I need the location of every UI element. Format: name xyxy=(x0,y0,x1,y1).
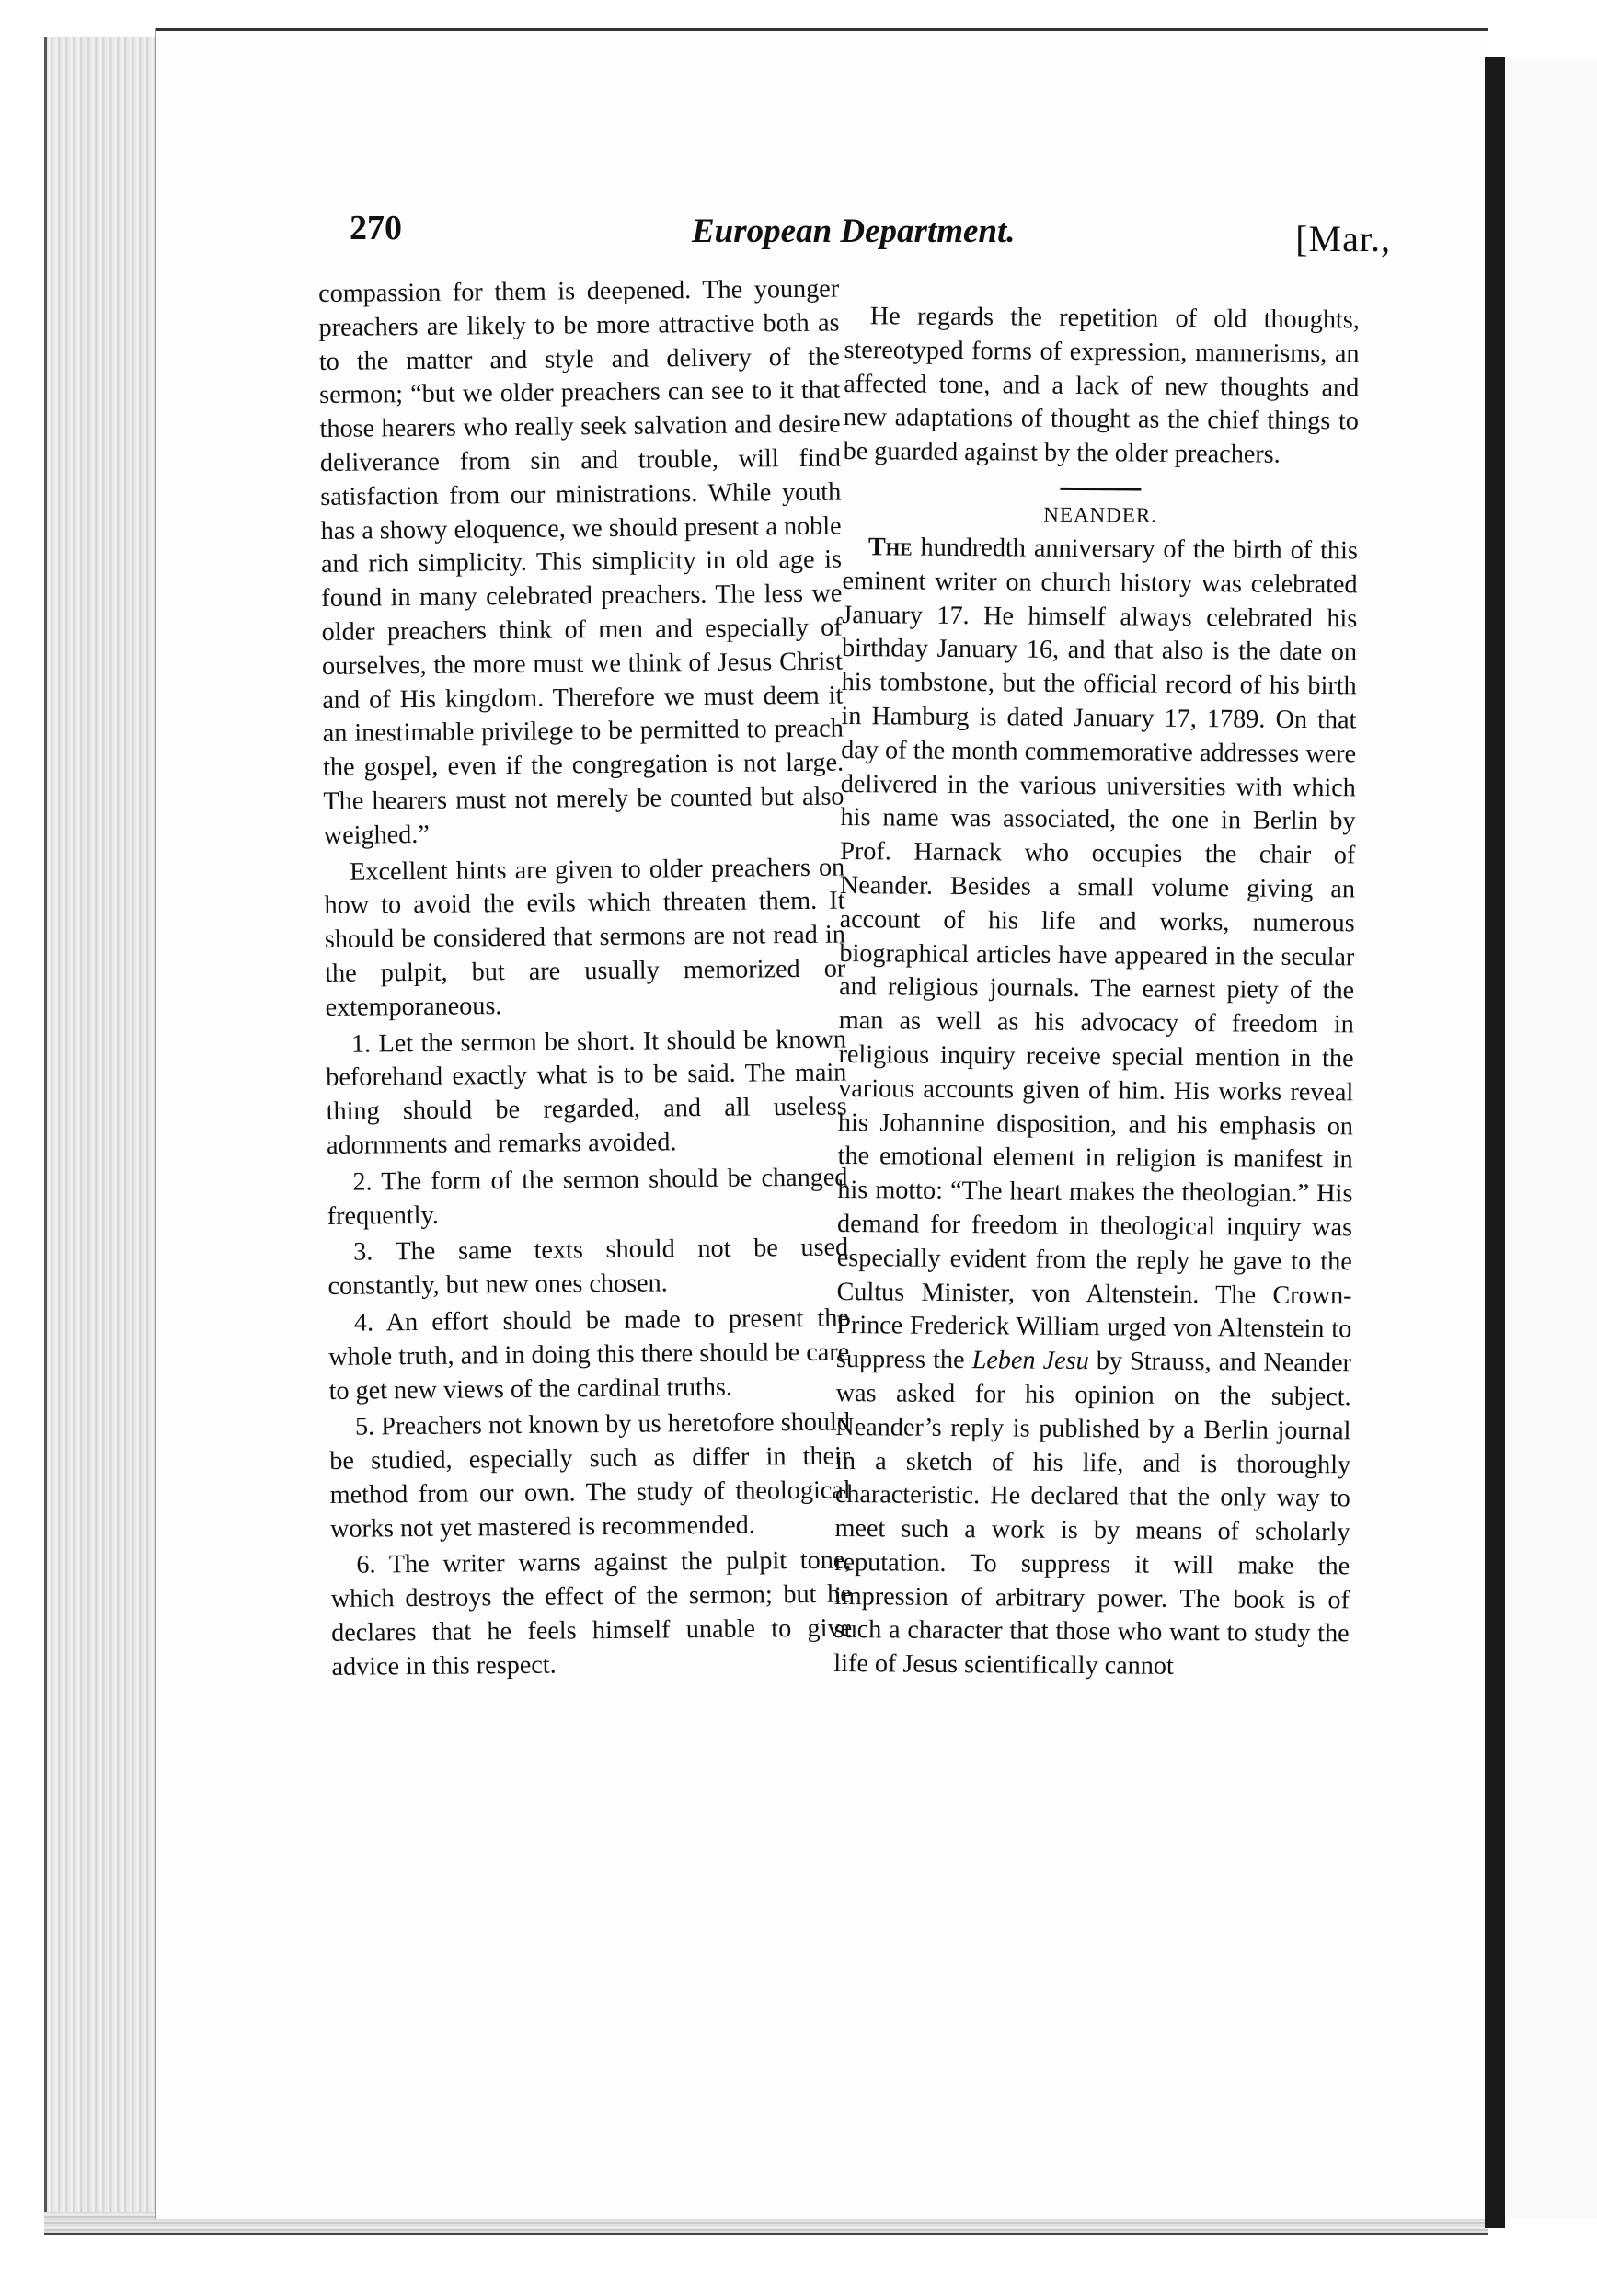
book-title-leben-jesu: Leben Jesu xyxy=(971,1346,1089,1376)
left-paragraph-2: Excellent hints are given to older preachers on how to avoid the evils which threaten them. It should be considered that sermons are not read in the pulpit, but are usually memorized or extemporaneous. xyxy=(324,853,846,1022)
neander-text-part-2: by Strauss, and Neander was asked for his opinion on the subject. Neander’s reply is published by a Berlin journal in a sketch of his life, and is thoroughly characteristic. He declared that the only way to meet such a work is by means of scholarly reputation. To suppress it will make the impression of arbitrary power. The book is of such a character that those who want to study the life of Jesus scientifically cannot xyxy=(833,1347,1352,1682)
rule-6: 6. The writer warns against the pulpit tone, which destroys the effect of the sermon; but he declares that he feels himself unable to give advice in this respect. xyxy=(330,1545,853,1682)
header-date: [Mar., xyxy=(1295,218,1391,259)
neander-paragraph xyxy=(833,531,1358,1685)
left-paragraph-1: compassion for them is deepened. The younger preachers are likely to be more attractive both as to the matter and style and delivery of the sermon; “but we older preachers can see to it that those hearers who really seek salvation and desire deliverance from sin and trouble, will find satisfaction from our ministrations. While youth has a showy eloquence, we should present a noble and rich simplicity. This simplicity in old age is found in many celebrated preachers. The less we older preachers think of men and especially of ourselves, the more must we think of Jesus Christ and of His kingdom. Therefore we must deem it an inestimable privilege to be permitted to preach the gospel, even if the congregation is not large. The hearers must not merely be counted but also weighed.” xyxy=(318,274,844,850)
neander-text-part-1: hundredth anniversary of the birth of this eminent writer on church history was celebrated January 17. He himself always celebrated his birthday January 16, and that also is the date on his tombstone, but the official record of his birth in Hamburg is dated January 17, 1789. On that day of the month commemorative addresses were delivered in the various universities with which his name was associated, the one in Berlin by Prof. Harnack who occupies the chair of Neander. Besides a small volume giving an account of his life and works, numerous biographical articles have appeared in the secular and religious journals. The earnest piety of the man as well as his advocacy of freedom in religious inquiry receive special mention in the various accounts given of him. His works reveal his Johannine disposition, and his emphasis on the emotional element in religion is manifest in his motto: “The heart makes the theologian.” His demand for freedom in theological inquiry was especially evident from the reply he gave to the Cultus Minister, von Altenstein. The Crown-Prince Frederick William urged von Altenstein to suppress the xyxy=(835,533,1358,1375)
rule-1: 1. Let the sermon be short. It should be known beforehand exactly what is to be said. The main thing should be regarded, and all useless adornments and remarks avoided. xyxy=(326,1025,847,1160)
rule-2: 2. The form of the sermon should be changed frequently. xyxy=(327,1163,848,1231)
neander-lead-word: The xyxy=(867,533,913,562)
running-title: European Department. xyxy=(692,212,1016,250)
right-column xyxy=(833,300,1360,1688)
rule-3: 3. The same texts should not be used constantly, but new ones chosen. xyxy=(327,1233,849,1302)
page-number: 270 xyxy=(350,209,402,247)
left-column xyxy=(318,273,853,1688)
rule-5: 5. Preachers not known by us heretofore should be studied, especially such as differ in their method from our own. The study of theological works not yet mastered is recommended. xyxy=(329,1407,851,1544)
section-heading: NEANDER. xyxy=(1043,502,1158,527)
facing-page-edge xyxy=(1505,57,1597,2219)
running-header xyxy=(342,208,1391,263)
gutter-shadow xyxy=(1485,57,1505,2228)
section-divider xyxy=(1060,488,1141,491)
rule-4: 4. An effort should be made to present the whole truth, and in doing this there should be care to get new views of the cardinal truths. xyxy=(328,1303,850,1406)
right-paragraph-1: He regards the repetition of old thoughts, stereotyped forms of expression, mannerisms, an affected tone, and a lack of new thoughts and new adaptations of thought as the chief things to be guarded against by the older preachers. xyxy=(843,302,1360,469)
